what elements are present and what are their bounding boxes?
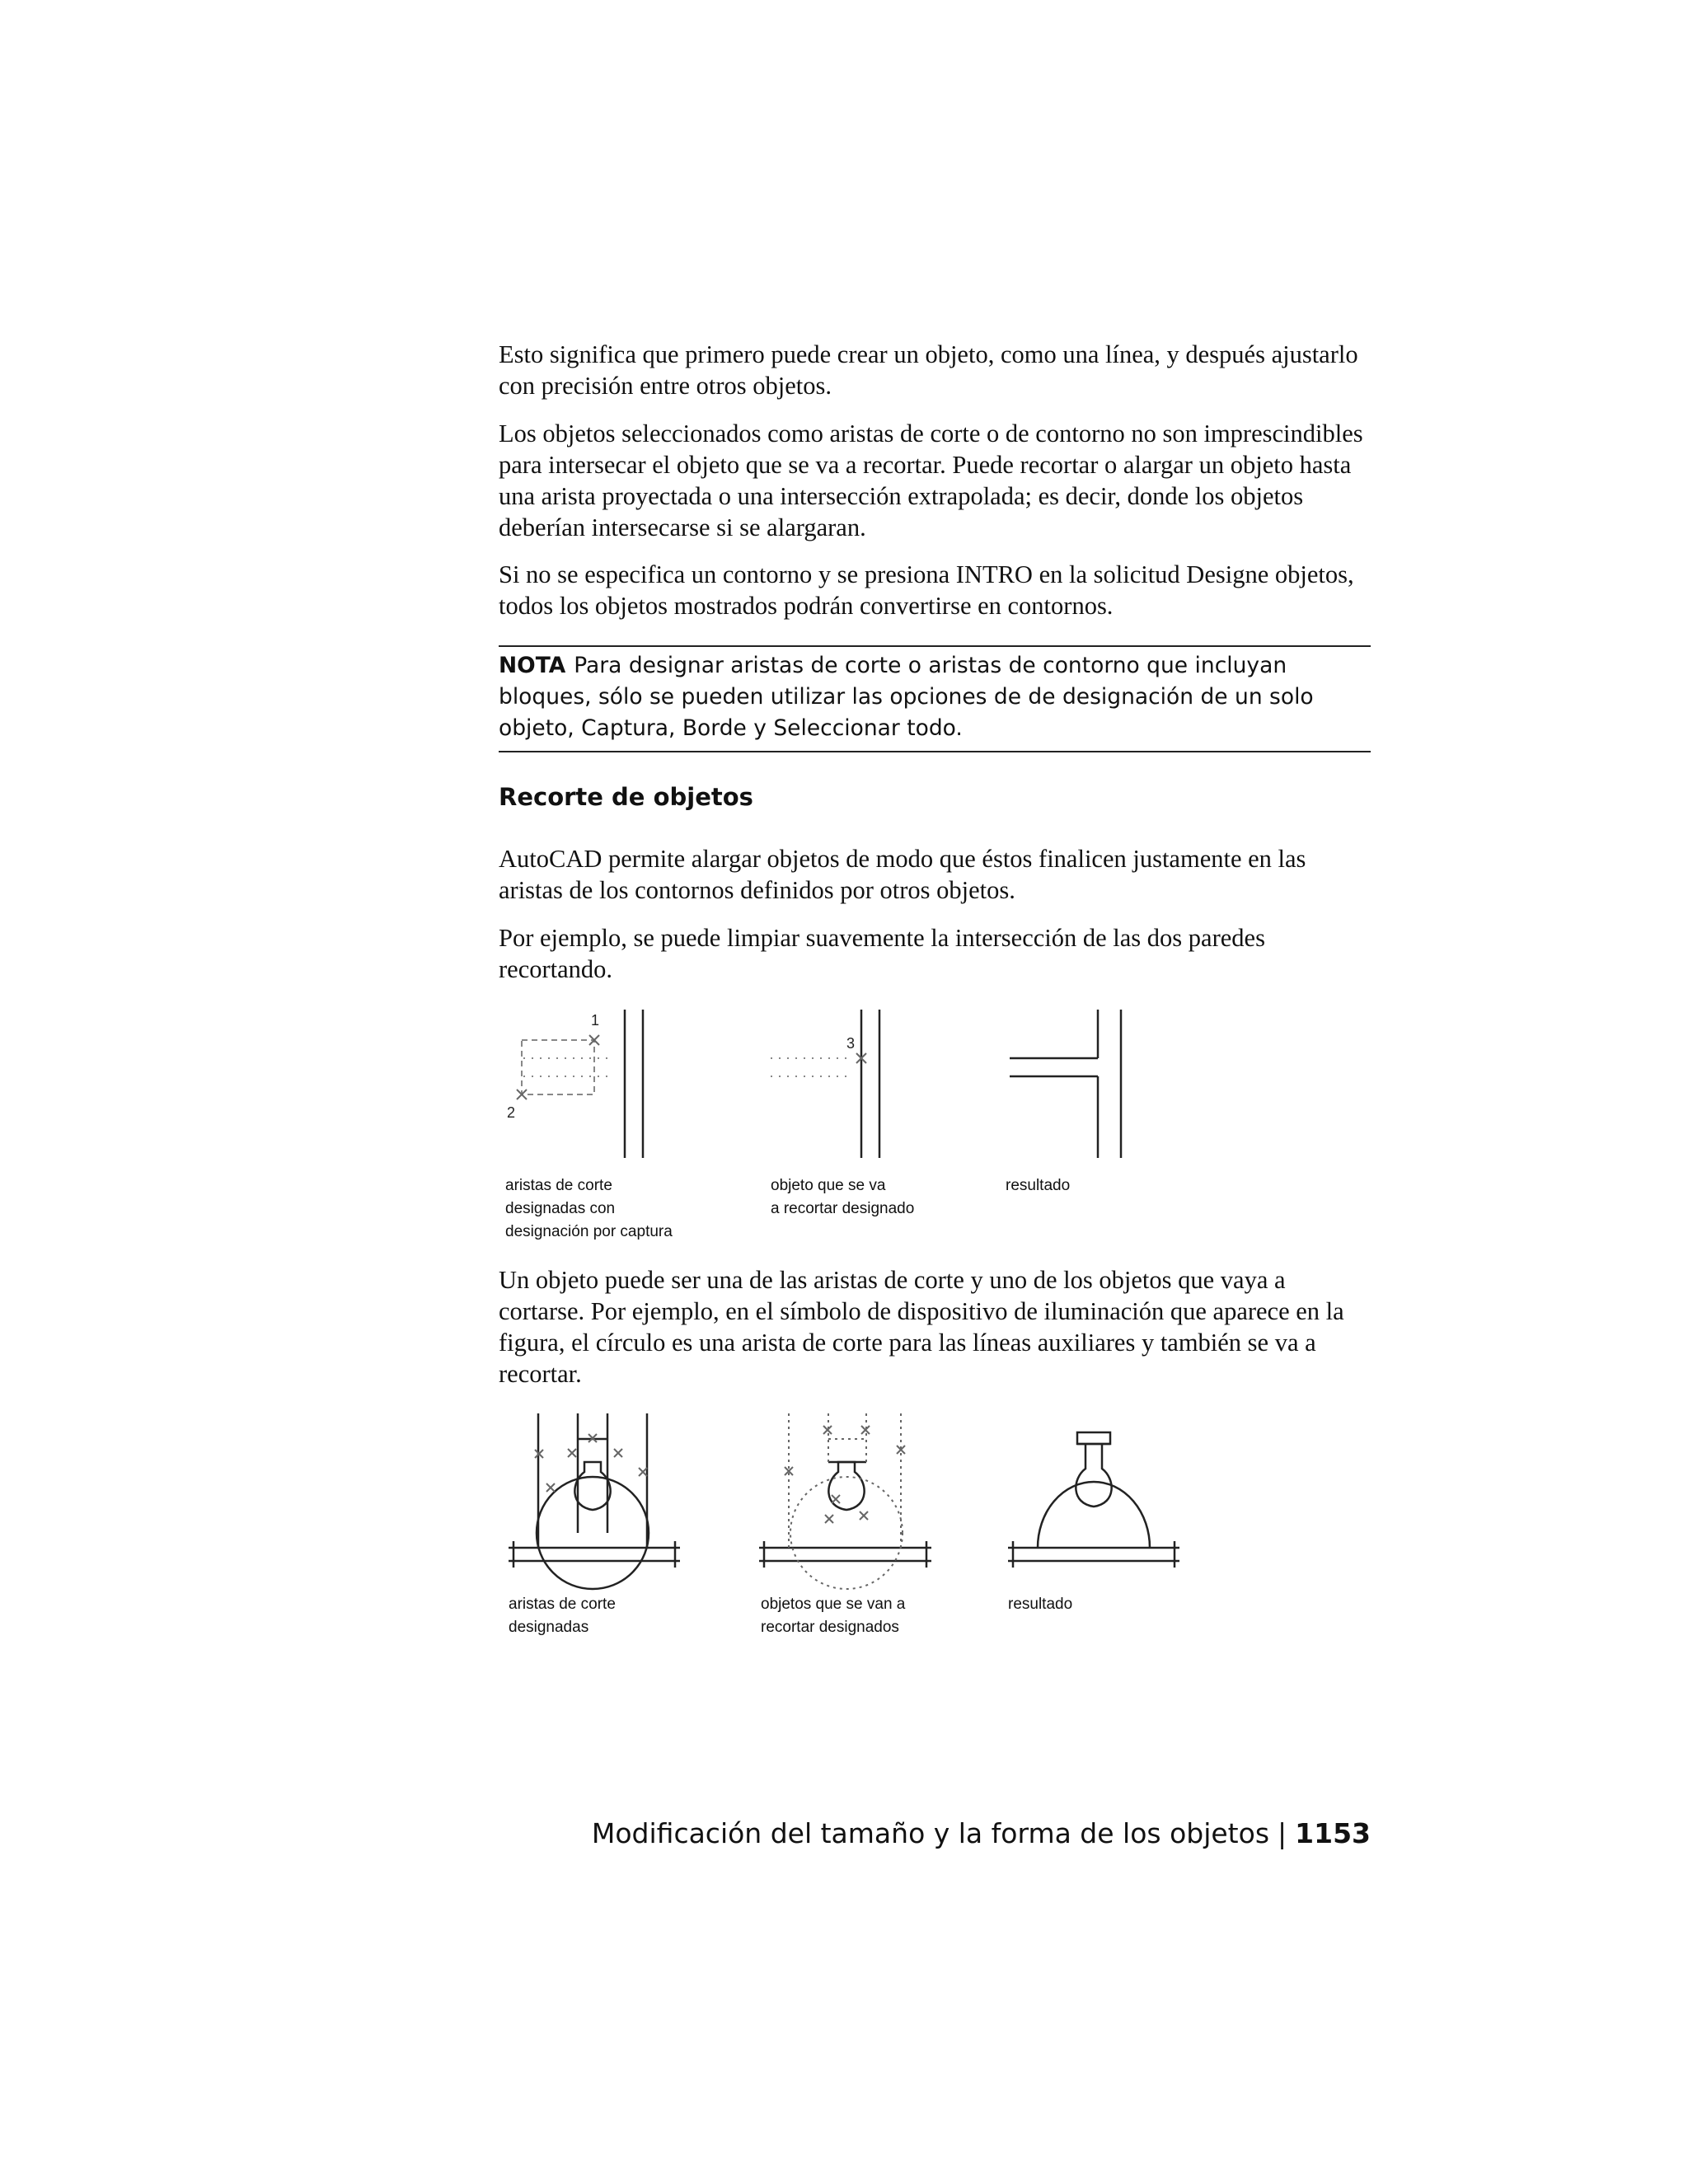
paragraph-3: Si no se especifica un contorno y se presiona INTRO en la solicitud Designe objetos, todos los objetos mostrados podrán convertirse en contornos. <box>499 560 1354 620</box>
note-box <box>499 650 1371 744</box>
fig2-b-dotted <box>789 1413 903 1589</box>
page-footer <box>499 1817 1371 1849</box>
fig1-caption-c: resultado <box>1006 1177 1071 1194</box>
fig1-panel-b <box>771 1010 879 1158</box>
fig1-number-1: 1 <box>591 1012 600 1029</box>
fig2-caption-a: aristas de corte designadas <box>509 1596 616 1636</box>
fig2-panel-b <box>759 1462 931 1568</box>
page-content <box>499 0 1371 2184</box>
fig1-caption-a: aristas de corte designadas con designación por captura <box>505 1177 673 1240</box>
figure-trim-light <box>499 1409 1183 1591</box>
figure-trim-walls <box>499 1005 1125 1170</box>
fig1-number-3: 3 <box>846 1035 856 1052</box>
note-text: Para designar aristas de corte o aristas de contorno que incluyan bloques, sólo se pueden utilizar las opciones de de designación de un solo objeto, Captura, Borde y Seleccionar todo. <box>499 653 1314 741</box>
footer-title: Modificación del tamaño y la forma de los objetos <box>591 1817 1270 1849</box>
fig1-number-2: 2 <box>507 1104 516 1121</box>
paragraph-2: Los objetos seleccionados como aristas de corte o de contorno no son imprescindibles para intersecar el objeto que se va a recortar. Puede recortar o alargar un objeto hasta una arista proyectada o una intersección extrapolada; es decir, donde los objetos deberían intersecarse si se alargaran. <box>499 419 1363 541</box>
footer-separator: | <box>1278 1817 1287 1849</box>
note-bottom-rule <box>499 751 1371 752</box>
section-heading: Recorte de objetos <box>499 783 753 811</box>
fig2-caption-c: resultado <box>1008 1596 1073 1613</box>
note-top-rule <box>499 645 1371 647</box>
fig1-panel-c <box>1010 1010 1121 1158</box>
page-number: 1153 <box>1295 1817 1371 1849</box>
fig2-caption-b: objetos que se van a recortar designados <box>761 1596 906 1636</box>
fig2-b-pick-marks <box>785 1426 905 1523</box>
paragraph-4: AutoCAD permite alargar objetos de modo que éstos finalicen justamente en las aristas de los contornos definidos por otros objetos. <box>499 845 1306 904</box>
paragraph-5: Por ejemplo, se puede limpiar suavemente la intersección de las dos paredes recortando. <box>499 924 1265 983</box>
paragraph-6: Un objeto puede ser una de las aristas de corte y uno de los objetos que vaya a cortarse. Por ejemplo, en el símbolo de dispositivo de iluminación que aparece en la figura, el círculo es una arista de corte para las líneas auxiliares y también se va a recortar. <box>499 1266 1344 1388</box>
fig1-caption-b: objeto que se va a recortar designado <box>771 1177 915 1217</box>
note-label: NOTA <box>499 653 566 678</box>
fig1-panel-a <box>517 1010 643 1158</box>
fig2-panel-c <box>1008 1432 1179 1568</box>
paragraph-1: Esto significa que primero puede crear un objeto, como una línea, y después ajustarlo con precisión entre otros objetos. <box>499 340 1358 400</box>
pick-mark-1 <box>589 1035 599 1045</box>
